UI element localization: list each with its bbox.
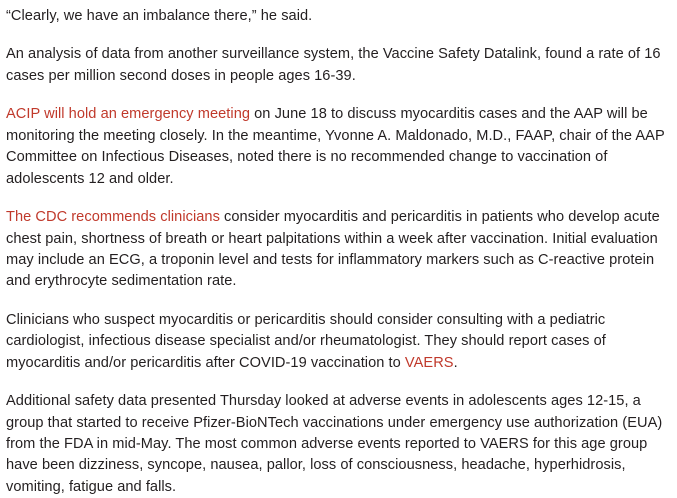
paragraph-text: Additional safety data presented Thursday looked at adverse events in adolescents ages 12-15, a group that started to receive Pfizer-BioNTech vaccinations under emergency use authorization (EUA) from the FDA in mid-May. The most common adverse events reported to VAERS for this age group have been dizziness, syncope, nausea, pallor, loss of consciousness, headache, hyperhidrosis, vomiting, fatigue and falls. <box>6 393 663 495</box>
paragraph <box>6 6 667 27</box>
paragraph-text: consider myocarditis and pericarditis in patients who develop acute chest pain, shortness of breath or heart palpitations within a week after vaccination. Initial evaluation may include an ECG, a troponin level and tests for inflammatory markers such as C-reactive protein and erythrocyte sedimentation rate. <box>6 209 660 290</box>
paragraph-text: Clinicians who suspect myocarditis or pericarditis should consider consulting with a pediatric cardiologist, infectious disease specialist and/or rheumatologist. They should report cases of myocarditis and/or pericarditis after COVID-19 vaccination to <box>6 311 606 371</box>
paragraph <box>6 207 667 293</box>
inline-link[interactable]: VAERS <box>404 354 454 371</box>
paragraph-text: . <box>453 354 458 371</box>
paragraph <box>6 104 667 190</box>
paragraph-text: “Clearly, we have an imbalance there,” he said. <box>6 8 313 24</box>
inline-link[interactable]: The CDC recommends clinicians <box>6 209 220 226</box>
paragraph-text: An analysis of data from another surveillance system, the Vaccine Safety Datalink, found a rate of 16 cases per million second doses in people ages 16-39. <box>6 46 661 84</box>
paragraph <box>6 391 667 498</box>
inline-link[interactable]: ACIP will hold an emergency meeting <box>6 106 251 123</box>
paragraph-text: on June 18 to discuss myocarditis cases and the AAP will be monitoring the meeting closely. In the meantime, Yvonne A. Maldonado, M.D., FAAP, chair of the AAP Committee on Infectious Diseases, noted there is no recommended change to vaccination of adolescents 12 and older. <box>6 106 665 187</box>
paragraph <box>6 44 667 87</box>
paragraph <box>6 310 667 374</box>
